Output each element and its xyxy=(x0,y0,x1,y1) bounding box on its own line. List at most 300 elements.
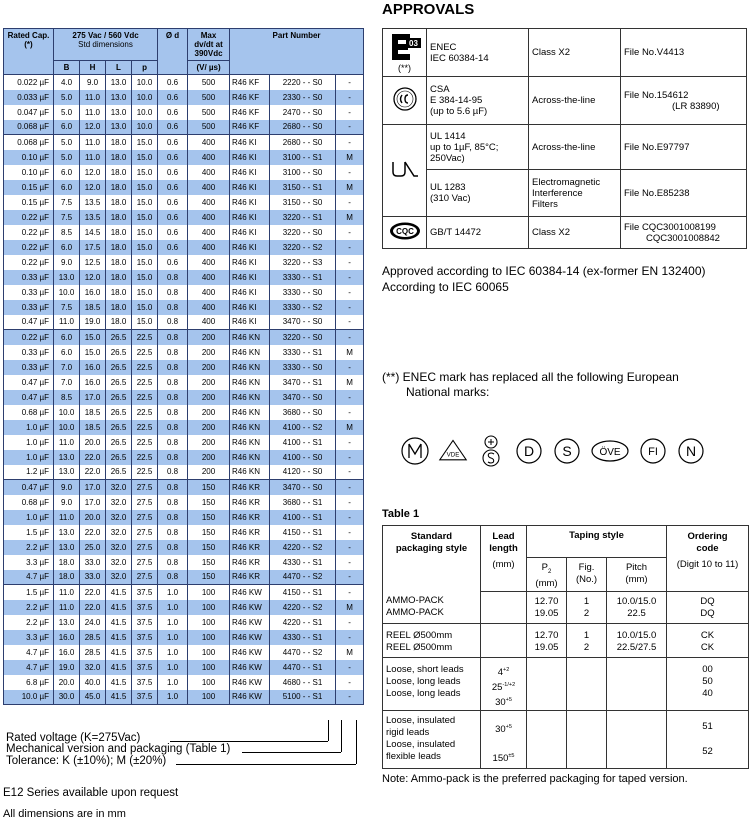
ammo-fig: 1 2 xyxy=(567,591,607,623)
spec-cell-dvdt: 100 xyxy=(188,660,230,675)
spec-cell-series: R46 KI xyxy=(230,180,270,195)
spec-cell-dvdt: 200 xyxy=(188,405,230,420)
spec-cell-B: 10.0 xyxy=(54,420,80,435)
header-dvdt: Max dv/dt at 390Vdc xyxy=(188,29,230,61)
spec-cell-tol: M xyxy=(336,180,364,195)
spec-cell-series: R46 KN xyxy=(230,375,270,390)
spec-cell-L: 18.0 xyxy=(106,285,132,300)
spec-cell-dvdt: 200 xyxy=(188,330,230,345)
spec-cell-series: R46 KR xyxy=(230,570,270,585)
spec-cell-series: R46 KI xyxy=(230,195,270,210)
csa-logo-cell xyxy=(383,77,427,125)
spec-cell-H: 12.0 xyxy=(80,180,106,195)
ul1414-standard: UL 1414 up to 1µF, 85°C; 250Vac) xyxy=(427,125,529,170)
spec-cell-B: 7.5 xyxy=(54,210,80,225)
spec-cell-phi-d: 0.8 xyxy=(158,495,188,510)
spec-cell-cap: 0.33 µF xyxy=(4,300,54,315)
spec-row xyxy=(4,525,364,540)
spec-cell-phi-d: 0.8 xyxy=(158,270,188,285)
cqc-logo-icon xyxy=(388,221,422,241)
spec-cell-series: R46 KF xyxy=(230,90,270,105)
spec-cell-tol: - xyxy=(336,405,364,420)
spec-cell-H: 22.0 xyxy=(80,465,106,480)
spec-cell-cap: 1.0 µF xyxy=(4,510,54,525)
spec-row xyxy=(4,225,364,240)
insulated-style: Loose, insulated rigid leads Loose, insulated flexible leads xyxy=(383,711,481,769)
spec-cell-L: 26.5 xyxy=(106,345,132,360)
spec-cell-p: 15.0 xyxy=(132,150,158,165)
spec-row xyxy=(4,660,364,675)
spec-cell-H: 18.5 xyxy=(80,405,106,420)
svg-text:D: D xyxy=(523,443,535,459)
spec-cell-dvdt: 500 xyxy=(188,105,230,120)
spec-cell-L: 32.0 xyxy=(106,555,132,570)
spec-row xyxy=(4,600,364,615)
spec-cell-p: 15.0 xyxy=(132,210,158,225)
csa-file: File No.154612 (LR 83890) xyxy=(621,77,747,125)
spec-cell-tol: M xyxy=(336,600,364,615)
spec-cell-H: 13.5 xyxy=(80,195,106,210)
spec-cell-p: 22.5 xyxy=(132,390,158,405)
loose-lead: $4^{+2}$ $25^{-1/+2}$ $30^{+5}$ xyxy=(481,657,527,710)
spec-cell-H: 22.0 xyxy=(80,585,106,600)
spec-cell-tol: M xyxy=(336,645,364,660)
svg-text:S: S xyxy=(562,443,572,459)
spec-cell-cap: 0.22 µF xyxy=(4,330,54,345)
approval-row-enec xyxy=(383,29,747,77)
spec-cell-cap: 0.47 µF xyxy=(4,375,54,390)
spec-cell-cap: 2.2 µF xyxy=(4,540,54,555)
spec-cell-series: R46 KR xyxy=(230,540,270,555)
spec-cell-dvdt: 200 xyxy=(188,375,230,390)
spec-cell-dvdt: 400 xyxy=(188,135,230,150)
spec-cell-phi-d: 0.8 xyxy=(158,285,188,300)
spec-cell-B: 6.0 xyxy=(54,330,80,345)
spec-cell-tol: M xyxy=(336,420,364,435)
table1-title: Table 1 xyxy=(382,508,420,520)
spec-cell-code: 3330 - - S1 xyxy=(270,345,336,360)
spec-cell-code: 2680 - - S0 xyxy=(270,120,336,135)
spec-cell-tol: - xyxy=(336,120,364,135)
spec-cell-L: 18.0 xyxy=(106,240,132,255)
spec-cell-B: 7.0 xyxy=(54,375,80,390)
insulated-pitch xyxy=(607,711,667,769)
spec-cell-L: 13.0 xyxy=(106,105,132,120)
spec-cell-B: 7.5 xyxy=(54,195,80,210)
spec-cell-code: 4470 - - S2 xyxy=(270,645,336,660)
spec-cell-H: 16.0 xyxy=(80,360,106,375)
spec-cell-dvdt: 150 xyxy=(188,495,230,510)
ul1414-class: Across-the-line xyxy=(529,125,621,170)
spec-cell-code: 3220 - - S3 xyxy=(270,255,336,270)
approvals-title: APPROVALS xyxy=(382,1,475,18)
spec-cell-cap: 2.2 µF xyxy=(4,600,54,615)
spec-row xyxy=(4,570,364,585)
mark-sem-icon xyxy=(552,436,582,466)
spec-row xyxy=(4,540,364,555)
spec-row xyxy=(4,450,364,465)
spec-row xyxy=(4,420,364,435)
ammo-lead xyxy=(481,591,527,623)
spec-cell-L: 18.0 xyxy=(106,300,132,315)
spec-cell-cap: 0.22 µF xyxy=(4,225,54,240)
spec-cell-series: R46 KI xyxy=(230,240,270,255)
spec-row xyxy=(4,255,364,270)
spec-cell-cap: 0.33 µF xyxy=(4,345,54,360)
spec-cell-B: 16.0 xyxy=(54,630,80,645)
spec-cell-cap: 0.68 µF xyxy=(4,405,54,420)
spec-cell-dvdt: 200 xyxy=(188,450,230,465)
spec-cell-phi-d: 0.8 xyxy=(158,375,188,390)
spec-cell-B: 16.0 xyxy=(54,645,80,660)
spec-cell-tol: - xyxy=(336,630,364,645)
spec-cell-series: R46 KI xyxy=(230,165,270,180)
svg-text:03: 03 xyxy=(408,38,418,48)
ul1414-file: File No.E97797 xyxy=(621,125,747,170)
hdr-pitch: Pitch (mm) xyxy=(607,558,667,592)
spec-cell-cap: 0.68 µF xyxy=(4,495,54,510)
spec-cell-L: 18.0 xyxy=(106,135,132,150)
spec-cell-phi-d: 0.6 xyxy=(158,255,188,270)
footer-dims: All dimensions are in mm xyxy=(3,808,126,820)
ul-logo-cell xyxy=(383,125,427,217)
spec-cell-series: R46 KR xyxy=(230,480,270,495)
spec-cell-H: 19.0 xyxy=(80,315,106,330)
spec-cell-dvdt: 400 xyxy=(188,300,230,315)
spec-cell-B: 18.0 xyxy=(54,570,80,585)
spec-cell-series: R46 KI xyxy=(230,270,270,285)
spec-cell-cap: 1.0 µF xyxy=(4,420,54,435)
spec-cell-code: 3220 - - S0 xyxy=(270,330,336,345)
spec-cell-code: 4100 - - S2 xyxy=(270,420,336,435)
spec-cell-p: 22.5 xyxy=(132,435,158,450)
spec-cell-phi-d: 0.8 xyxy=(158,555,188,570)
spec-cell-H: 17.5 xyxy=(80,240,106,255)
spec-cell-phi-d: 0.6 xyxy=(158,105,188,120)
spec-cell-p: 22.5 xyxy=(132,450,158,465)
spec-cell-B: 8.5 xyxy=(54,390,80,405)
spec-cell-cap: 4.7 µF xyxy=(4,645,54,660)
spec-cell-tol: - xyxy=(336,300,364,315)
spec-cell-tol: - xyxy=(336,690,364,705)
mark-demko-icon xyxy=(514,436,544,466)
spec-cell-cap: 0.068 µF xyxy=(4,120,54,135)
spec-cell-tol: - xyxy=(336,255,364,270)
enec-note-1: (**) ENEC mark has replaced all the following European xyxy=(382,370,679,384)
header-B: B xyxy=(54,61,80,75)
spec-cell-series: R46 KN xyxy=(230,420,270,435)
spec-cell-dvdt: 200 xyxy=(188,360,230,375)
approved-line-2: According to IEC 60065 xyxy=(382,280,509,294)
spec-cell-p: 15.0 xyxy=(132,315,158,330)
spec-cell-cap: 10.0 µF xyxy=(4,690,54,705)
spec-cell-cap: 0.47 µF xyxy=(4,315,54,330)
packaging-header-row xyxy=(383,526,749,558)
spec-cell-tol: - xyxy=(336,315,364,330)
ul1283-class: Electromagnetic Interference Filters xyxy=(529,170,621,217)
spec-cell-phi-d: 0.8 xyxy=(158,345,188,360)
spec-cell-B: 5.0 xyxy=(54,90,80,105)
spec-cell-p: 37.5 xyxy=(132,630,158,645)
spec-cell-p: 37.5 xyxy=(132,645,158,660)
approved-line-1: Approved according to IEC 60384-14 (ex-former EN 132400) xyxy=(382,264,706,278)
spec-cell-phi-d: 0.8 xyxy=(158,525,188,540)
spec-cell-phi-d: 0.8 xyxy=(158,405,188,420)
spec-cell-dvdt: 400 xyxy=(188,240,230,255)
spec-row xyxy=(4,630,364,645)
spec-cell-H: 11.0 xyxy=(80,150,106,165)
approval-row-ul1283 xyxy=(383,170,747,217)
spec-cell-dvdt: 150 xyxy=(188,540,230,555)
spec-cell-code: 3470 - - S0 xyxy=(270,480,336,495)
loose-fig xyxy=(567,657,607,710)
spec-cell-H: 12.0 xyxy=(80,270,106,285)
spec-cell-series: R46 KR xyxy=(230,525,270,540)
spec-cell-phi-d: 0.6 xyxy=(158,150,188,165)
spec-cell-p: 10.0 xyxy=(132,90,158,105)
insulated-fig xyxy=(567,711,607,769)
spec-cell-tol: - xyxy=(336,525,364,540)
spec-cell-code: 4680 - - S1 xyxy=(270,675,336,690)
spec-cell-dvdt: 150 xyxy=(188,570,230,585)
hdr-ordering: Ordering code xyxy=(667,526,749,558)
spec-cell-L: 26.5 xyxy=(106,405,132,420)
insulated-p2 xyxy=(527,711,567,769)
spec-cell-H: 15.0 xyxy=(80,345,106,360)
spec-cell-code: 3330 - - S0 xyxy=(270,285,336,300)
spec-cell-H: 28.5 xyxy=(80,630,106,645)
spec-cell-series: R46 KW xyxy=(230,690,270,705)
spec-cell-series: R46 KI xyxy=(230,150,270,165)
spec-cell-cap: 0.022 µF xyxy=(4,75,54,90)
spec-table-body xyxy=(4,75,364,705)
spec-row xyxy=(4,210,364,225)
approval-row-csa xyxy=(383,77,747,125)
spec-cell-B: 5.0 xyxy=(54,150,80,165)
spec-cell-p: 15.0 xyxy=(132,255,158,270)
csa-logo-icon xyxy=(391,85,419,113)
spec-cell-phi-d: 1.0 xyxy=(158,585,188,600)
legend-tolerance: Tolerance: K (±10%); M (±20%) xyxy=(6,755,167,767)
spec-row xyxy=(4,150,364,165)
spec-cell-cap: 0.10 µF xyxy=(4,150,54,165)
spec-cell-series: R46 KN xyxy=(230,450,270,465)
mark-semko-icon xyxy=(476,436,506,466)
spec-row xyxy=(4,435,364,450)
svg-text:FI: FI xyxy=(648,446,658,458)
header-p: p xyxy=(132,61,158,75)
spec-cell-series: R46 KR xyxy=(230,495,270,510)
spec-cell-dvdt: 100 xyxy=(188,645,230,660)
spec-cell-cap: 2.2 µF xyxy=(4,615,54,630)
spec-cell-cap: 0.33 µF xyxy=(4,270,54,285)
spec-cell-p: 27.5 xyxy=(132,495,158,510)
spec-row xyxy=(4,615,364,630)
spec-cell-B: 11.0 xyxy=(54,585,80,600)
spec-cell-L: 26.5 xyxy=(106,465,132,480)
spec-cell-phi-d: 0.8 xyxy=(158,390,188,405)
spec-row xyxy=(4,90,364,105)
spec-cell-cap: 0.22 µF xyxy=(4,210,54,225)
spec-row xyxy=(4,645,364,660)
spec-cell-B: 5.0 xyxy=(54,135,80,150)
spec-cell-B: 4.0 xyxy=(54,75,80,90)
spec-cell-B: 7.0 xyxy=(54,360,80,375)
spec-cell-dvdt: 400 xyxy=(188,195,230,210)
spec-cell-L: 41.5 xyxy=(106,690,132,705)
header-phi-d: Ø d xyxy=(158,29,188,75)
spec-cell-tol: - xyxy=(336,135,364,150)
spec-cell-p: 27.5 xyxy=(132,525,158,540)
spec-row xyxy=(4,300,364,315)
spec-cell-B: 20.0 xyxy=(54,675,80,690)
spec-cell-phi-d: 0.6 xyxy=(158,225,188,240)
spec-cell-code: 3150 - - S1 xyxy=(270,180,336,195)
enec-logo-icon xyxy=(388,32,422,62)
spec-cell-series: R46 KW xyxy=(230,645,270,660)
spec-row xyxy=(4,480,364,495)
spec-cell-cap: 0.15 µF xyxy=(4,195,54,210)
spec-cell-series: R46 KI xyxy=(230,285,270,300)
spec-cell-tol: - xyxy=(336,195,364,210)
spec-cell-cap: 3.3 µF xyxy=(4,555,54,570)
spec-cell-cap: 0.22 µF xyxy=(4,240,54,255)
spec-cell-p: 15.0 xyxy=(132,240,158,255)
spec-cell-H: 33.0 xyxy=(80,570,106,585)
spec-cell-H: 16.0 xyxy=(80,375,106,390)
spec-cell-p: 15.0 xyxy=(132,165,158,180)
spec-cell-cap: 0.47 µF xyxy=(4,480,54,495)
enec-footnote-marker: (**) xyxy=(398,62,411,73)
spec-cell-L: 32.0 xyxy=(106,525,132,540)
spec-cell-tol: - xyxy=(336,615,364,630)
spec-cell-B: 8.5 xyxy=(54,225,80,240)
spec-cell-dvdt: 200 xyxy=(188,465,230,480)
spec-cell-cap: 1.5 µF xyxy=(4,525,54,540)
ammo-style: AMMO-PACK AMMO-PACK xyxy=(383,591,481,623)
spec-cell-B: 10.0 xyxy=(54,405,80,420)
spec-cell-series: R46 KN xyxy=(230,330,270,345)
spec-cell-code: 3220 - - S2 xyxy=(270,240,336,255)
spec-cell-p: 10.0 xyxy=(132,75,158,90)
spec-row xyxy=(4,375,364,390)
spec-cell-dvdt: 100 xyxy=(188,600,230,615)
spec-cell-code: 4120 - - S0 xyxy=(270,465,336,480)
spec-cell-H: 22.0 xyxy=(80,525,106,540)
spec-cell-B: 30.0 xyxy=(54,690,80,705)
spec-cell-H: 17.0 xyxy=(80,480,106,495)
spec-cell-tol: - xyxy=(336,360,364,375)
spec-cell-phi-d: 0.8 xyxy=(158,315,188,330)
spec-row xyxy=(4,390,364,405)
spec-cell-B: 13.0 xyxy=(54,450,80,465)
spec-cell-phi-d: 0.6 xyxy=(158,240,188,255)
spec-cell-series: R46 KI xyxy=(230,300,270,315)
spec-cell-B: 6.0 xyxy=(54,120,80,135)
spec-row xyxy=(4,165,364,180)
footer-e12: E12 Series available upon request xyxy=(3,787,179,799)
spec-cell-p: 15.0 xyxy=(132,225,158,240)
spec-cell-L: 32.0 xyxy=(106,480,132,495)
spec-cell-p: 27.5 xyxy=(132,480,158,495)
spec-cell-code: 4150 - - S1 xyxy=(270,525,336,540)
spec-cell-H: 20.0 xyxy=(80,510,106,525)
spec-cell-series: R46 KI xyxy=(230,210,270,225)
spec-cell-L: 32.0 xyxy=(106,495,132,510)
loose-style: Loose, short leads Loose, long leads Loose, long leads xyxy=(383,657,481,710)
spec-cell-code: 2680 - - S0 xyxy=(270,135,336,150)
spec-cell-p: 15.0 xyxy=(132,195,158,210)
spec-cell-tol: - xyxy=(336,225,364,240)
spec-cell-B: 18.0 xyxy=(54,555,80,570)
spec-cell-H: 13.5 xyxy=(80,210,106,225)
spec-cell-B: 11.0 xyxy=(54,315,80,330)
spec-cell-L: 13.0 xyxy=(106,75,132,90)
spec-row xyxy=(4,360,364,375)
spec-cell-p: 22.5 xyxy=(132,375,158,390)
spec-cell-series: R46 KN xyxy=(230,345,270,360)
spec-cell-code: 2220 - - S0 xyxy=(270,75,336,90)
header-vus: (V/ µs) xyxy=(188,61,230,75)
spec-cell-dvdt: 500 xyxy=(188,120,230,135)
spec-cell-tol: - xyxy=(336,465,364,480)
spec-cell-dvdt: 150 xyxy=(188,525,230,540)
spec-cell-L: 26.5 xyxy=(106,390,132,405)
spec-cell-L: 41.5 xyxy=(106,600,132,615)
spec-cell-series: R46 KN xyxy=(230,390,270,405)
spec-row xyxy=(4,330,364,345)
spec-cell-code: 3330 - - S0 xyxy=(270,360,336,375)
reel-p2: 12.70 19.05 xyxy=(527,623,567,657)
spec-cell-dvdt: 100 xyxy=(188,615,230,630)
spec-cell-tol: - xyxy=(336,660,364,675)
spec-cell-p: 27.5 xyxy=(132,540,158,555)
spec-row xyxy=(4,120,364,135)
spec-cell-series: R46 KR xyxy=(230,555,270,570)
spec-cell-series: R46 KW xyxy=(230,630,270,645)
mark-ove-icon xyxy=(590,436,630,466)
spec-cell-B: 6.0 xyxy=(54,240,80,255)
spec-cell-tol: - xyxy=(336,90,364,105)
spec-cell-H: 32.0 xyxy=(80,660,106,675)
spec-cell-cap: 3.3 µF xyxy=(4,630,54,645)
reel-lead xyxy=(481,623,527,657)
spec-row xyxy=(4,495,364,510)
spec-cell-B: 11.0 xyxy=(54,600,80,615)
reel-style: REEL Ø500mm REEL Ø500mm xyxy=(383,623,481,657)
spec-cell-L: 26.5 xyxy=(106,375,132,390)
spec-table xyxy=(3,28,364,705)
csa-class: Across-the-line xyxy=(529,77,621,125)
spec-cell-tol: - xyxy=(336,675,364,690)
spec-cell-tol: - xyxy=(336,510,364,525)
spec-cell-dvdt: 150 xyxy=(188,555,230,570)
spec-cell-p: 37.5 xyxy=(132,660,158,675)
spec-cell-code: 3470 - - S0 xyxy=(270,315,336,330)
spec-row xyxy=(4,585,364,600)
spec-cell-H: 11.0 xyxy=(80,135,106,150)
spec-cell-B: 6.0 xyxy=(54,165,80,180)
spec-cell-L: 32.0 xyxy=(106,570,132,585)
spec-row xyxy=(4,75,364,90)
spec-cell-H: 12.5 xyxy=(80,255,106,270)
spec-cell-tol: - xyxy=(336,330,364,345)
approvals-table xyxy=(382,28,747,249)
enec-standard: ENEC IEC 60384-14 xyxy=(427,29,529,77)
hdr-lead-unit: (mm) xyxy=(481,558,527,592)
spec-cell-H: 22.0 xyxy=(80,450,106,465)
enec-class: Class X2 xyxy=(529,29,621,77)
